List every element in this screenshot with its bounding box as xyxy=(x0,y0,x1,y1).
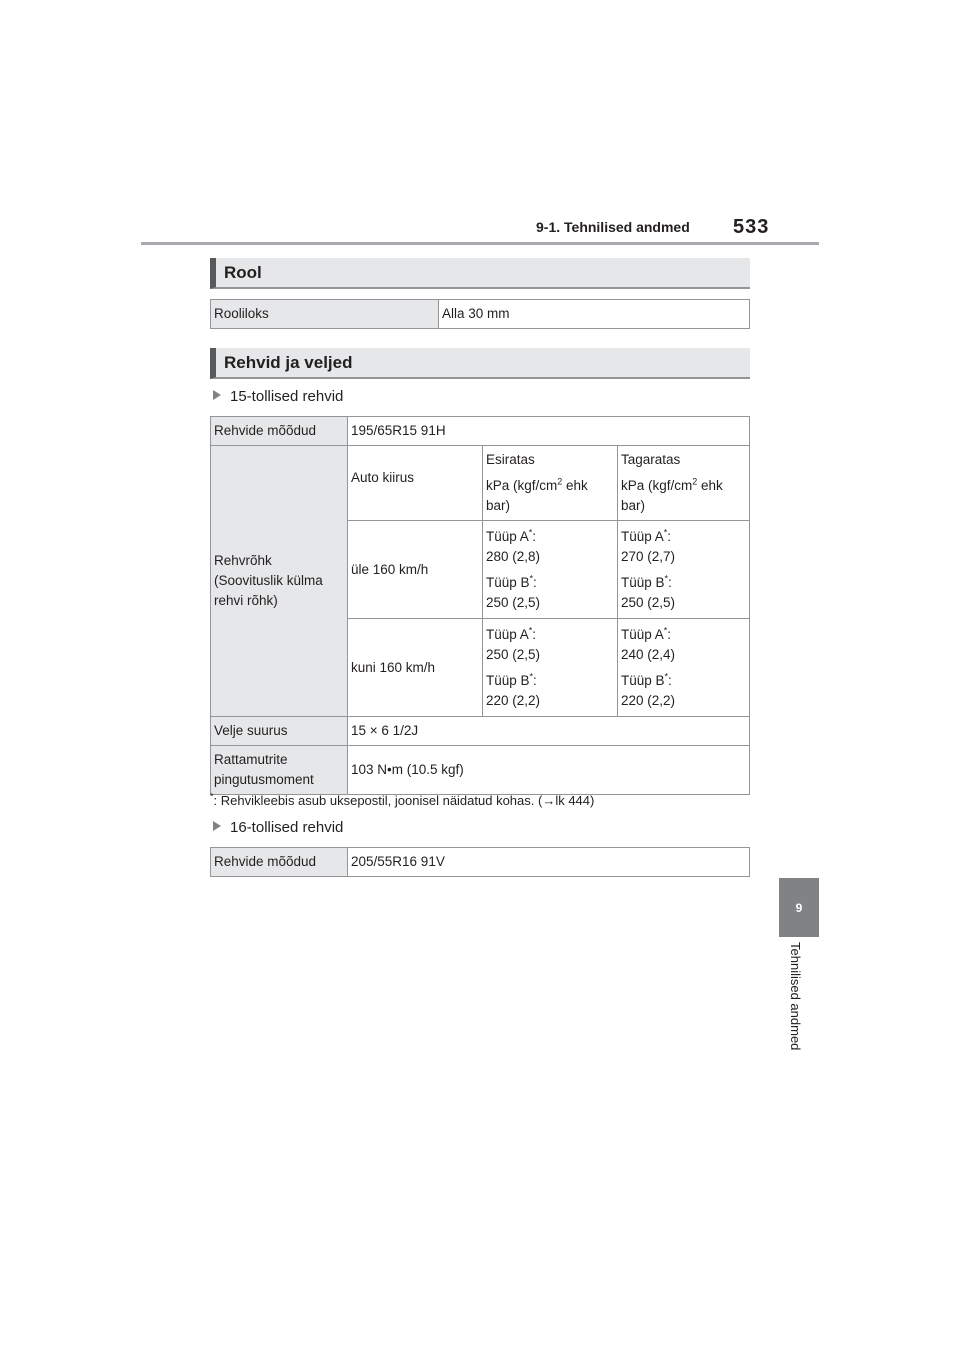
table-row xyxy=(211,300,750,329)
table-row xyxy=(211,417,750,446)
footnote: *: Rehvikleebis asub uksepostil, joonisel näidatud kohas. (→lk 444) xyxy=(210,791,595,808)
cell-header-front xyxy=(483,446,618,521)
cell-front: Tüüp A*: 250 (2,5) Tüüp B*: 220 (2,2) xyxy=(483,619,618,717)
chapter-number: 9 xyxy=(795,900,803,915)
table-row xyxy=(211,717,750,746)
cell-value: 15 × 6 1/2J xyxy=(348,717,750,746)
cell-label: Velje suurus xyxy=(211,717,348,746)
rear-title: Tagaratas xyxy=(621,452,681,467)
front-unit: kPa ($kgf/cm^2$ ehk bar) xyxy=(486,476,588,513)
header-divider xyxy=(141,242,819,245)
table-rool xyxy=(210,299,750,329)
table-tires-16 xyxy=(210,847,750,877)
cell-label: Rehvide mõõdud xyxy=(211,848,348,877)
triangle-bullet-icon xyxy=(213,390,221,400)
cell-value: 195/65R15 91H xyxy=(348,417,750,446)
cell-value: Alla 30 mm xyxy=(439,300,750,329)
cell-front: Tüüp A*: 280 (2,8) Tüüp B*: 250 (2,5) xyxy=(483,521,618,619)
bullet-15-text: 15-tollised rehvid xyxy=(230,388,344,405)
bullet-15 xyxy=(213,388,343,405)
cell-label: Rehvrõhk (Soovituslik külma rehvi rõhk) xyxy=(211,446,348,717)
cell-label: Rooliloks xyxy=(211,300,439,329)
cell-speed: üle 160 km/h xyxy=(348,521,483,619)
cell-label: Rattamutrite pingutusmoment xyxy=(211,746,348,795)
table-row xyxy=(211,746,750,795)
heading-rehvid-text: Rehvid ja veljed xyxy=(224,352,353,372)
page-number: 533 xyxy=(733,216,770,238)
table-row xyxy=(211,446,750,521)
heading-rool-text: Rool xyxy=(224,262,262,282)
arrow-right-icon: → xyxy=(542,793,556,808)
cell-header: Auto kiirus xyxy=(348,446,483,521)
rear-unit: kPa ($kgf/cm^2$ ehk bar) xyxy=(621,476,723,513)
chapter-label xyxy=(785,942,809,1082)
heading-rehvid xyxy=(210,348,750,379)
cell-label: Rehvide mõõdud xyxy=(211,417,348,446)
cell-speed: kuni 160 km/h xyxy=(348,619,483,717)
heading-rool xyxy=(210,258,750,289)
front-title: Esiratas xyxy=(486,452,535,467)
bullet-16 xyxy=(213,819,343,836)
table-tires-15 xyxy=(210,416,750,795)
cell-rear: Tüüp A*: 240 (2,4) Tüüp B*: 220 (2,2) xyxy=(618,619,750,717)
triangle-bullet-icon xyxy=(213,821,221,831)
section-title: 9-1. Tehnilised andmed xyxy=(536,219,690,235)
chapter-label-text: Tehnilised andmed xyxy=(788,942,803,1051)
table-row xyxy=(211,848,750,877)
bullet-16-text: 16-tollised rehvid xyxy=(230,819,344,836)
cell-value: 205/55R16 91V xyxy=(348,848,750,877)
chapter-tab xyxy=(779,878,819,937)
cell-value: 103 N•m (10.5 kgf) xyxy=(348,746,750,795)
cell-header-rear xyxy=(618,446,750,521)
cell-rear: Tüüp A*: 270 (2,7) Tüüp B*: 250 (2,5) xyxy=(618,521,750,619)
